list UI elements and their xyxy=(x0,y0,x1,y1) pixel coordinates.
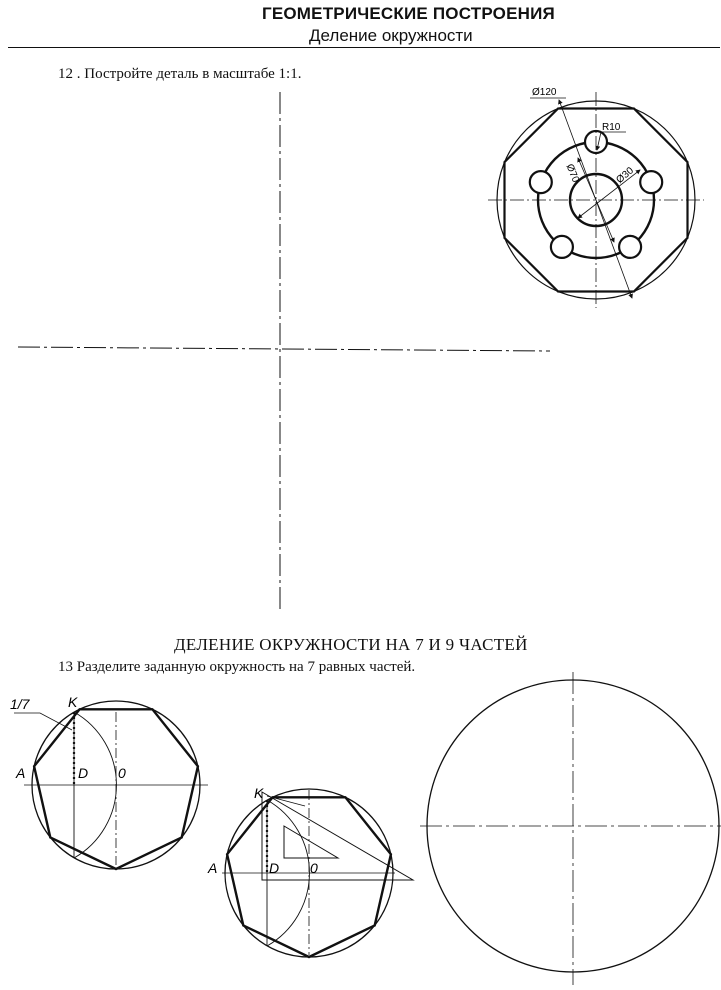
set-square-inner xyxy=(284,826,338,858)
ex2-label-k: K xyxy=(254,785,264,801)
ex2-label-o: 0 xyxy=(310,860,318,876)
ex1-leader xyxy=(14,713,72,730)
task-12-text: 12 . Постройте деталь в масштабе 1:1. xyxy=(58,66,302,82)
task-13-text: 13 Разделите заданную окружность на 7 равных частей. xyxy=(58,659,416,675)
ex1-label-a: A xyxy=(16,765,26,781)
ex1-label-d: D xyxy=(78,765,89,781)
header-title: ГЕОМЕТРИЧЕСКИЕ ПОСТРОЕНИЯ xyxy=(262,4,555,23)
dim-d120: Ø120 xyxy=(532,87,557,98)
notch-4 xyxy=(551,236,573,258)
ex1-label-fraction: 1/7 xyxy=(10,696,30,712)
ex1-label-o: 0 xyxy=(118,765,126,781)
ex2-label-d: D xyxy=(269,860,280,876)
horizontal-axis xyxy=(18,347,550,351)
dim-d30: Ø30 xyxy=(614,165,636,186)
notch-2 xyxy=(640,171,662,193)
dim-d70: Ø70 xyxy=(563,162,581,185)
task-12-axes xyxy=(18,92,550,610)
set-square-outer xyxy=(262,792,413,880)
section-title: ДЕЛЕНИЕ ОКРУЖНОСТИ НА 7 И 9 ЧАСТЕЙ xyxy=(174,635,528,654)
ex1-label-k: K xyxy=(68,694,78,710)
notch-5 xyxy=(530,171,552,193)
example-1-construction xyxy=(14,701,208,869)
detail-drawing xyxy=(488,92,704,308)
task-13-empty-circle xyxy=(420,672,721,985)
header-subtitle: Деление окружности xyxy=(309,26,473,45)
notch-3 xyxy=(619,236,641,258)
dim-r10: R10 xyxy=(602,122,621,133)
notches xyxy=(530,131,662,258)
ex2-label-a: A xyxy=(208,860,218,876)
